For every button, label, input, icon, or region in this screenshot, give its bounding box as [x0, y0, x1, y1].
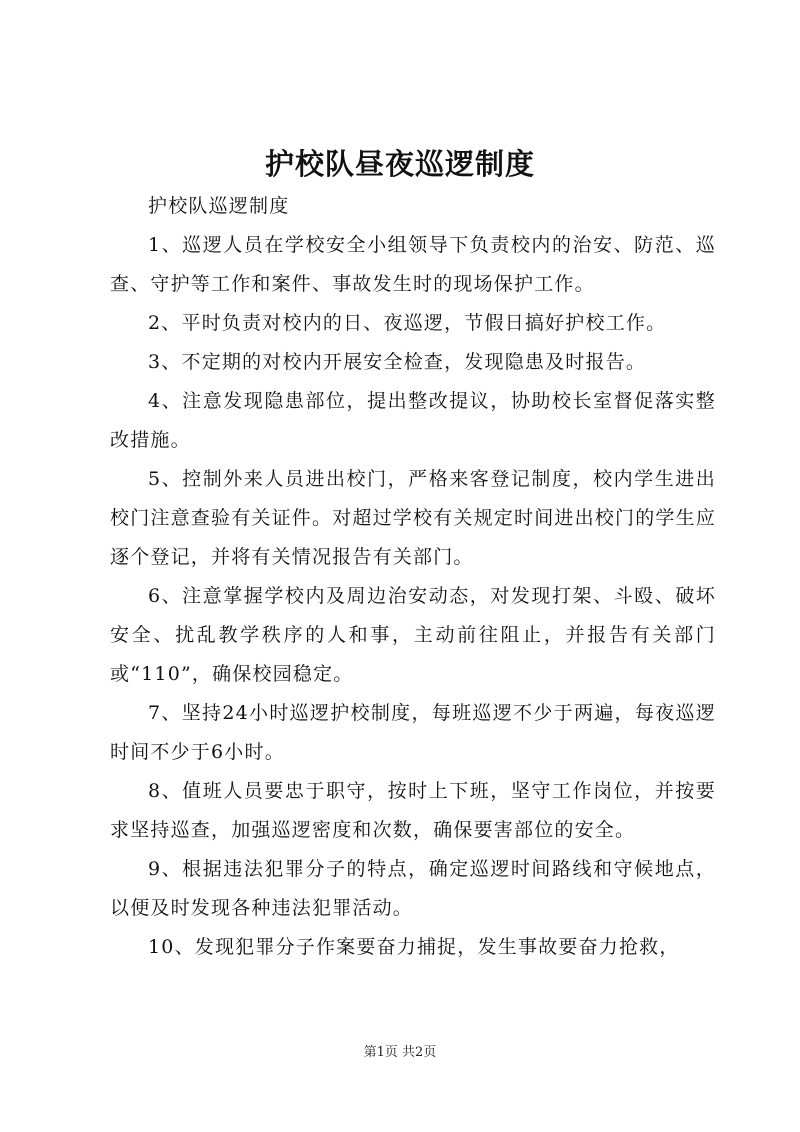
rule-paragraph-4: 4、注意发现隐患部位，提出整改提议，协助校长室督促落实整改措施。	[110, 390, 716, 451]
rule-paragraph-7: 7、坚持24小时巡逻护校制度，每班巡逻不少于两遍，每夜巡逻时间不少于6小时。	[110, 702, 716, 763]
subtitle-paragraph: 护校队巡逻制度	[148, 195, 290, 217]
page-title: 护校队昼夜巡逻制度	[264, 147, 535, 181]
rule-paragraph-10: 10、发现犯罪分子作案要奋力捕捉，发生事故要奋力抢救，	[148, 936, 680, 958]
rule-paragraph-3: 3、不定期的对校内开展安全检查，发现隐患及时报告。	[148, 351, 647, 373]
rule-paragraph-2: 2、平时负责对校内的日、夜巡逻，节假日搞好护校工作。	[148, 312, 667, 334]
rule-paragraph-1: 1、巡逻人员在学校安全小组领导下负责校内的治安、防范、巡查、守护等工作和案件、事故发生时的现场保护工作。	[110, 234, 716, 295]
rule-paragraph-9: 9、根据违法犯罪分子的特点，确定巡逻时间路线和守候地点，以便及时发现各种违法犯罪活动。	[110, 858, 716, 919]
rule-paragraph-5: 5、控制外来人员进出校门，严格来客登记制度，校内学生进出校门注意查验有关证件。对超过学校有关规定时间进出校门的学生应逐个登记，并将有关情况报告有关部门。	[110, 468, 717, 568]
document-body	[110, 187, 716, 967]
rule-paragraph-8: 8、值班人员要忠于职守，按时上下班，坚守工作岗位，并按要求坚持巡查，加强巡逻密度和次数，确保要害部位的安全。	[110, 780, 716, 841]
page-number-footer: 第1页 共2页	[363, 1045, 437, 1060]
rule-paragraph-6: 6、注意掌握学校内及周边治安动态，对发现打架、斗殴、破坏安全、扰乱教学秩序的人和事，主动前往阻止，并报告有关部门或“110”，确保校园稳定。	[110, 585, 716, 685]
